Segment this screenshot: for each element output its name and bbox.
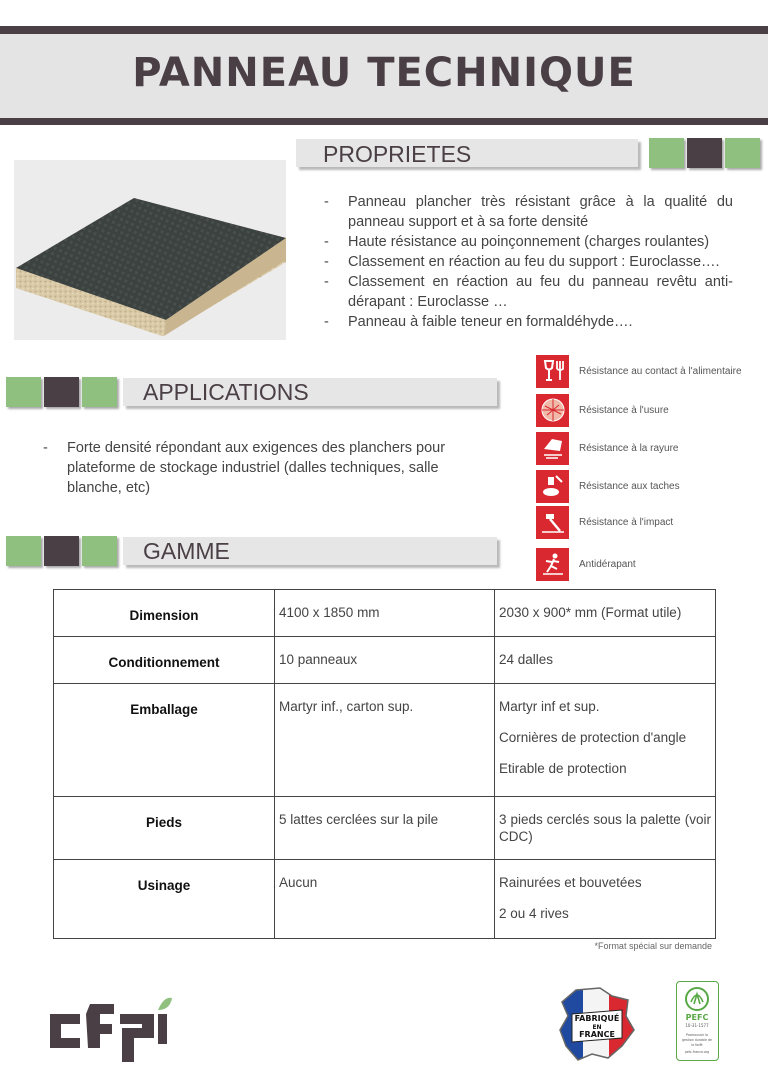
france-badge-line: FABRIQUÉ [574,1014,620,1023]
feature-wear [536,393,669,427]
product-panel-image [14,160,286,340]
table-cell: 10 panneaux [275,637,495,684]
table-row [54,590,716,637]
decor-square-green [6,536,41,566]
feature-label: Résistance à la rayure [579,442,679,454]
applications-list [43,438,473,498]
feature-label: Résistance à l'usure [579,404,669,416]
pefc-text: gestion durable de [682,1038,712,1042]
feature-food-contact [536,354,742,388]
france-badge-line: FRANCE [579,1030,615,1039]
feature-label: Résistance au contact à l'alimentaire [579,365,742,377]
table-cell: Martyr inf., carton sup. [275,684,495,797]
table-cell: Rainurées et bouvetées 2 ou 4 rives [495,860,716,939]
feature-stain [536,469,680,503]
pefc-code: 10-31-1577 [685,1023,709,1028]
decor-square-green [725,138,760,168]
pefc-name: PEFC [685,1013,709,1022]
row-label: Pieds [54,797,275,860]
anti-slip-icon [536,548,569,581]
header-top-rule [0,26,768,34]
decor-square-green [82,377,117,407]
list-item: - Panneau plancher très résistant grâce à la qualité du panneau support et à sa forte densité [324,192,733,232]
pefc-badge [676,981,719,1061]
list-item: - Haute résistance au poinçonnement (charges roulantes) [324,232,733,252]
decor-square-green [82,536,117,566]
row-label: Conditionnement [54,637,275,684]
table-row [54,797,716,860]
header-bottom-rule [0,118,768,125]
table-row [54,684,716,797]
pefc-text: la forêt [691,1043,703,1047]
decor-square-dark [44,377,79,407]
food-contact-icon [536,355,569,388]
table-cell: 4100 x 1850 mm [275,590,495,637]
list-item: - Classement en réaction au feu du panneau revêtu anti-dérapant : Euroclasse … [324,272,733,312]
feature-impact [536,505,673,539]
table-row [54,637,716,684]
fabrique-en-france-badge [556,986,636,1062]
list-item: - Forte densité répondant aux exigences des planchers pour plateforme de stockage industriel (dalles techniques, salle blanche, etc) [43,438,473,498]
decor-square-green [649,138,684,168]
applications-title: APPLICATIONS [143,379,309,405]
row-label: Emballage [54,684,275,797]
proprietes-list [324,192,733,332]
row-label: Usinage [54,860,275,939]
pefc-text: pefc-france.org [684,1050,710,1054]
impact-icon [536,506,569,539]
stain-icon [536,470,569,503]
feature-label: Résistance à l'impact [579,516,674,528]
france-badge-line: EN [592,1024,602,1031]
row-label: Dimension [54,590,275,637]
proprietes-title: PROPRIETES [323,141,472,167]
table-row [54,860,716,939]
scratch-icon [536,432,569,465]
table-cell: 5 lattes cerclées sur la pile [275,797,495,860]
feature-anti-slip [536,547,636,581]
table-footnote: *Format spécial sur demande [594,941,712,951]
table-cell: 3 pieds cerclés sous la palette (voir CDC) [495,797,716,860]
feature-scratch [536,431,679,465]
gamme-title: GAMME [143,538,230,564]
table-cell: Aucun [275,860,495,939]
table-cell: 24 dalles [495,637,716,684]
table-cell: 2030 x 900* mm (Format utile) [495,590,716,637]
table-cell: Martyr inf et sup. Cornières de protection d'angle Etirable de protection [495,684,716,797]
decor-square-dark [44,536,79,566]
pefc-text: Promouvoir la [685,1033,709,1037]
cfp-logo [50,996,172,1062]
list-item: - Panneau à faible teneur en formaldéhyde…. [324,312,733,332]
list-item: - Classement en réaction au feu du support : Euroclasse…. [324,252,733,272]
wear-icon [536,394,569,427]
feature-label: Antidérapant [579,558,636,570]
page-title: PANNEAU TECHNIQUE [132,50,636,96]
feature-label: Résistance aux taches [579,480,680,492]
spec-table [53,589,716,939]
decor-square-green [6,377,41,407]
decor-square-dark [687,138,722,168]
